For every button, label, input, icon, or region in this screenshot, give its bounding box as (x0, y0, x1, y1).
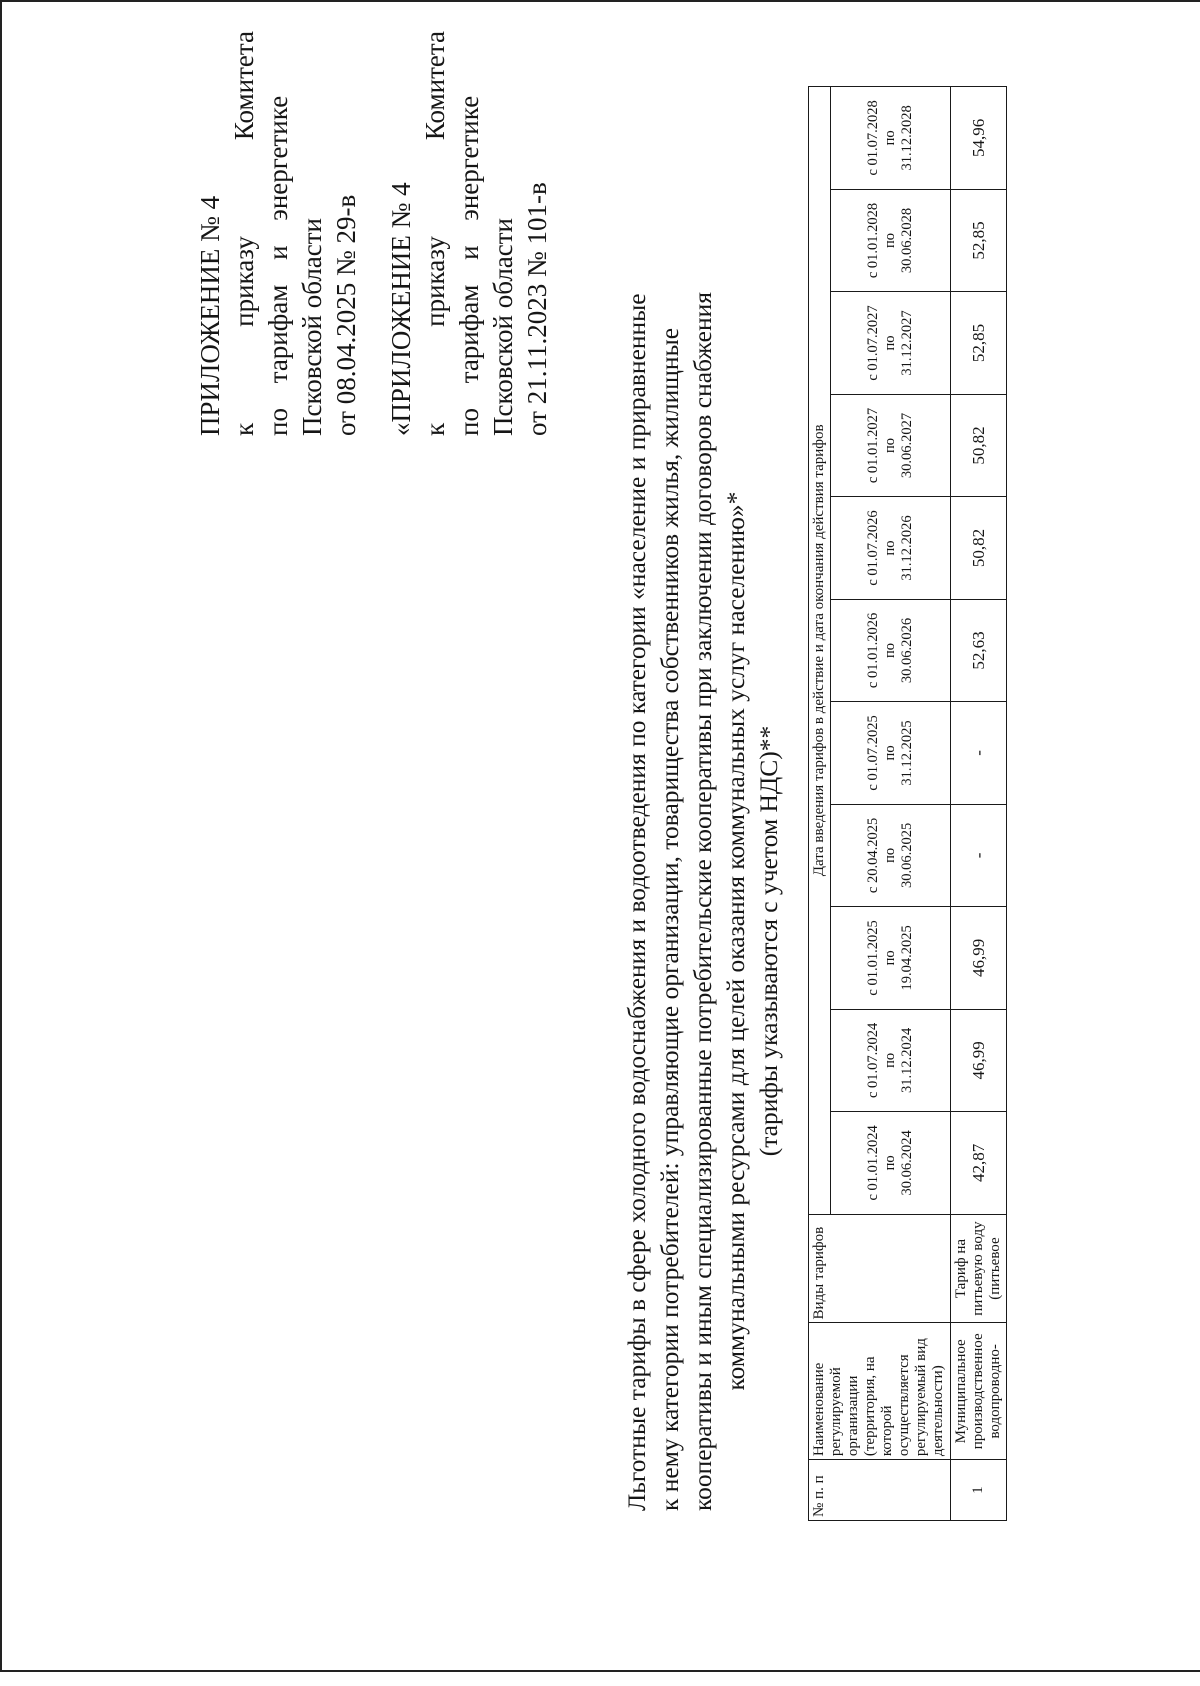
header-kind: Виды тарифов (809, 1214, 951, 1323)
period-cell (831, 292, 951, 394)
period-to: 30.06.2028 (899, 207, 915, 274)
period-to: 31.12.2026 (899, 515, 915, 581)
word-prikaz: приказу (420, 236, 450, 327)
tariff-value-cell: 42,87 (951, 1112, 1007, 1214)
period-to: 30.06.2024 (899, 1130, 915, 1196)
period-cell (831, 394, 951, 496)
period-mid: по (882, 233, 898, 249)
appendix-block-current (193, 31, 363, 436)
period-mid: по (882, 642, 898, 658)
appendix-region-line: Псковской области (488, 217, 518, 436)
header-num: № п. п (809, 1460, 951, 1521)
row-org: Муниципальное производственное водопроводно- (951, 1323, 1007, 1460)
period-mid: по (882, 335, 898, 351)
period-from: с 01.01.2024 (865, 1125, 881, 1201)
period-mid: по (882, 540, 898, 556)
title-line: кооперативы и иным специализированные потребительские кооперативы при заключении договоров снабжения (688, 291, 717, 1511)
word-k: к (420, 422, 450, 436)
period-cell (831, 804, 951, 906)
period-cell (831, 497, 951, 599)
word-komiteta: Комитета (229, 31, 259, 141)
table-header-row (809, 87, 831, 1521)
tariff-value-cell: 54,96 (951, 87, 1007, 190)
word-prikaz: приказу (229, 236, 259, 327)
title-line: Льготные тарифы в сфере холодного водоснабжения и водоотведения по категории «население и приравненные (622, 293, 651, 1511)
tariff-value-cell: - (951, 702, 1007, 804)
title-line: коммунальными ресурсами для целей оказания коммунальных услуг населению»* (721, 491, 750, 1391)
period-from: с 01.01.2026 (865, 612, 881, 689)
appendix-committee-line: по тарифам и энергетике (263, 95, 293, 436)
appendix-region-line: Псковской области (297, 217, 327, 436)
tariff-value-cell: 52,85 (951, 189, 1007, 291)
period-mid: по (882, 1052, 898, 1068)
period-to: 30.06.2025 (899, 822, 915, 889)
appendix-date-line: от 21.11.2023 № 101-в (522, 182, 552, 436)
period-mid: по (882, 950, 898, 966)
period-mid: по (882, 130, 898, 146)
appendix-heading: «ПРИЛОЖЕНИЕ № 4 (386, 182, 416, 436)
period-from: с 01.07.2025 (865, 715, 881, 791)
period-mid: по (882, 847, 898, 863)
appendix-date-line: от 08.04.2025 № 29-в (331, 194, 361, 436)
tariff-value-cell: 46,99 (951, 907, 1007, 1009)
tariff-value-cell: 50,82 (951, 394, 1007, 496)
row-num: 1 (951, 1460, 1007, 1521)
appendix-heading: ПРИЛОЖЕНИЕ № 4 (195, 195, 225, 436)
period-from: с 01.01.2025 (865, 920, 881, 996)
word-k: к (229, 422, 259, 436)
period-from: с 01.07.2024 (865, 1022, 881, 1099)
period-cell (831, 702, 951, 804)
period-mid: по (882, 745, 898, 761)
period-cell (831, 87, 951, 190)
period-cell (831, 599, 951, 701)
word-komiteta: Комитета (420, 31, 450, 141)
header-dates: Дата введения тарифов в действие и дата окончания действия тарифов (809, 87, 831, 1215)
tariff-value-cell: 52,85 (951, 292, 1007, 394)
title-line: к нему категории потребителей: управляющие организации, товарищества собственников жилья, жилищные (655, 327, 684, 1511)
appendix-order-line (227, 31, 261, 436)
period-to: 19.04.2025 (899, 925, 915, 991)
appendix-order-line (418, 31, 452, 436)
tariff-value-cell: 46,99 (951, 1009, 1007, 1111)
period-cell (831, 1009, 951, 1111)
tariff-value-cell: 50,82 (951, 497, 1007, 599)
period-from: с 01.07.2027 (865, 305, 881, 381)
period-from: с 20.04.2025 (865, 817, 881, 894)
period-cell (831, 189, 951, 291)
period-from: с 01.07.2028 (865, 100, 881, 176)
period-cell (831, 1112, 951, 1214)
period-to: 31.12.2025 (899, 720, 915, 786)
period-from: с 01.01.2028 (865, 202, 881, 279)
appendix-block-previous (384, 31, 554, 436)
period-to: 31.12.2024 (899, 1027, 915, 1094)
document-title (620, 291, 785, 1511)
title-line: (тарифы указываются с учетом НДС)** (754, 725, 783, 1157)
period-to: 30.06.2027 (899, 412, 915, 479)
period-mid: по (882, 1155, 898, 1171)
tariff-value-cell: 52,63 (951, 599, 1007, 701)
period-to: 31.12.2027 (899, 310, 915, 376)
period-to: 30.06.2026 (899, 617, 915, 684)
header-org: Наименование регулируемой организации (территория, на которой осуществляется регулируемый вид деятельности) (809, 1323, 951, 1460)
period-from: с 01.01.2027 (865, 407, 881, 484)
appendix-committee-line: по тарифам и энергетике (454, 95, 484, 436)
row-kind: Тариф на питьевую воду (питьевое (951, 1214, 1007, 1323)
period-cell (831, 907, 951, 1009)
table-row (951, 87, 1007, 1521)
tariff-table (808, 86, 1007, 1521)
period-to: 31.12.2028 (899, 105, 915, 171)
tariff-value-cell: - (951, 804, 1007, 906)
period-mid: по (882, 437, 898, 453)
period-from: с 01.07.2026 (865, 510, 881, 586)
